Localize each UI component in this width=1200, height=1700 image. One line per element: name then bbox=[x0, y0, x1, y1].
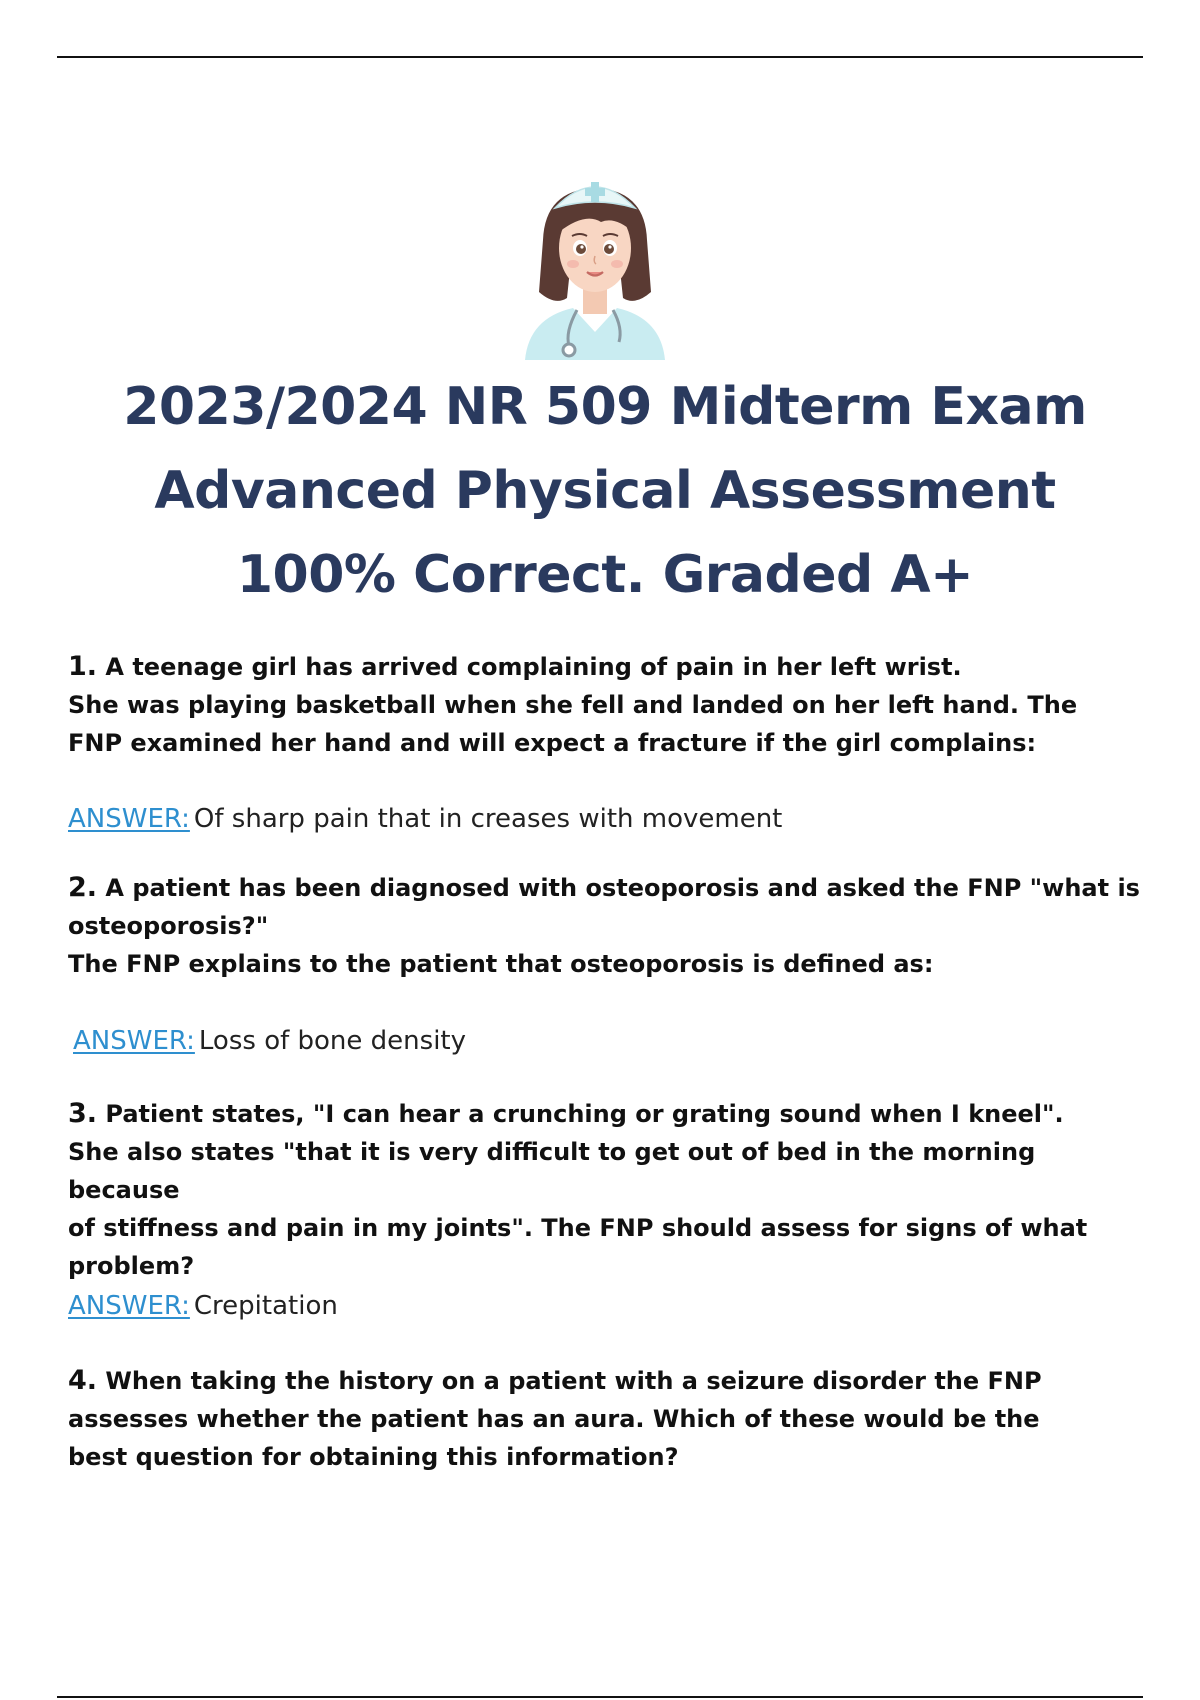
title-line-2: Advanced Physical Assessment bbox=[154, 461, 1056, 521]
question-number: 4. bbox=[68, 1365, 98, 1396]
question-text-line: FNP examined her hand and will expect a fracture if the girl complains: bbox=[68, 729, 1037, 757]
nurse-illustration bbox=[515, 160, 675, 360]
question-text-line: A teenage girl has arrived complaining of pain in her left wrist. bbox=[105, 653, 962, 681]
question-text-line: osteoporosis?" bbox=[68, 912, 269, 940]
question-1 bbox=[68, 648, 1148, 762]
answer-1 bbox=[68, 800, 1148, 838]
question-3 bbox=[68, 1095, 1148, 1285]
document-title bbox=[60, 365, 1150, 617]
question-text-line: She also states "that it is very difficult to get out of bed in the morning because bbox=[68, 1138, 1036, 1204]
answer-label: ANSWER: bbox=[73, 1026, 195, 1056]
question-text-line: problem? bbox=[68, 1252, 195, 1280]
answer-text: Loss of bone density bbox=[198, 1026, 467, 1056]
answer-label: ANSWER: bbox=[68, 804, 190, 834]
answer-2 bbox=[73, 1022, 1153, 1060]
question-text-line: assesses whether the patient has an aura. Which of these would be the bbox=[68, 1405, 1040, 1433]
question-text-line: of stiffness and pain in my joints". The FNP should assess for signs of what bbox=[68, 1214, 1088, 1242]
question-number: 1. bbox=[68, 651, 98, 682]
answer-text: Of sharp pain that in creases with movement bbox=[193, 804, 783, 834]
question-text-line: Patient states, "I can hear a crunching or grating sound when I kneel". bbox=[105, 1100, 1064, 1128]
answer-text: Crepitation bbox=[193, 1291, 338, 1321]
question-text-line: best question for obtaining this information? bbox=[68, 1443, 679, 1471]
question-text-line: A patient has been diagnosed with osteoporosis and asked the FNP "what is bbox=[105, 874, 1140, 902]
answer-label: ANSWER: bbox=[68, 1291, 190, 1321]
question-4 bbox=[68, 1362, 1148, 1476]
question-number: 3. bbox=[68, 1098, 98, 1129]
question-2 bbox=[68, 869, 1148, 983]
question-text-line: She was playing basketball when she fell and landed on her left hand. The bbox=[68, 691, 1078, 719]
bottom-rule bbox=[57, 1696, 1143, 1698]
answer-3 bbox=[68, 1287, 1148, 1325]
question-text-line: The FNP explains to the patient that osteoporosis is defined as: bbox=[68, 950, 934, 978]
question-number: 2. bbox=[68, 872, 98, 903]
top-rule bbox=[57, 56, 1143, 58]
question-text-line: When taking the history on a patient with a seizure disorder the FNP bbox=[105, 1367, 1042, 1395]
title-line-3: 100% Correct. Graded A+ bbox=[236, 545, 974, 605]
title-line-1: 2023/2024 NR 509 Midterm Exam bbox=[123, 377, 1087, 437]
